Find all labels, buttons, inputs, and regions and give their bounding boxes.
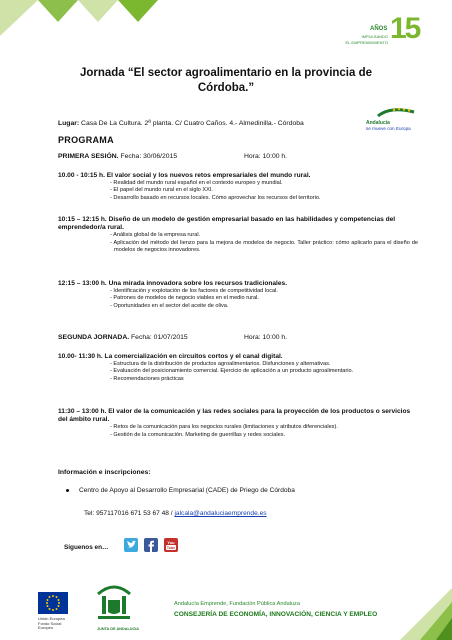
info-bullet-text: Centro de Apoyo al Desarrollo Empresarial (CADE) de Priego de Córdoba [79,487,295,494]
title-line-2: Córdoba.” [197,82,255,94]
session-2-time: Hora: 10:00 h. [244,334,288,341]
anniversary-number: 15 [390,12,420,45]
contact-email-link[interactable]: jalcala@andaluciaemprende.es [174,510,267,517]
agenda-item-2-heading: 10:15 – 12:15 h. Diseño de un modelo de gestión empresarial basado en las habilidades y competencias del emprendedor/a rural. [58,216,396,232]
junta-andalucia-caption: JUNTA DE ANDALUCIA [97,627,140,631]
svg-text:Tube: Tube [166,546,176,551]
andalucia-europa-line1: Andalucía [366,120,390,126]
anniversary-logo [342,12,432,54]
svg-text:You: You [167,540,175,545]
andalucia-europa-icon [376,106,416,120]
corner-decoration-bottom-right [380,588,452,640]
agenda-item-4-point: - Recomendaciones prácticas [110,375,184,382]
programa-heading: PROGRAMA [58,135,114,145]
agenda-item-4-point: - Evaluación del posicionamiento comercial. Ejercicio de aplicación a un producto agroalimentario. [110,368,354,375]
venue-label: Lugar: [58,120,80,127]
agenda-item-3-point: - Identificación y explotación de los factores de competitividad local. [110,288,278,295]
session-2-line [58,334,358,341]
session-1-time: Hora: 10:00 h. [244,153,288,160]
agenda-item-3-heading: 12:15 – 13:00 h. Una mirada innovadora sobre los recursos tradicionales. [58,280,288,287]
session-1-line [58,153,358,160]
agenda-item-5-point: - Retos de la comunicación para los negocios rurales (limitaciones y atributos diferenciales). [110,424,338,431]
anniversary-line1: IMPULSANDO [361,34,388,39]
agenda-item-3-point: - Oportunidades en el sector del aceite de oliva. [110,302,229,309]
follow-us-label: Síguenos en… [64,544,109,551]
footer-foundation-name: Andalucía Emprende, Fundación Pública Andaluza [174,601,300,607]
agenda-item-4 [58,353,418,383]
junta-andalucia-emblem-icon [94,578,134,624]
youtube-icon[interactable] [164,538,178,552]
andalucia-europa-line2: se mueve con Europa [366,126,411,131]
agenda-item-4-point: - Estructura de la distribución de productos agroalimentarios. Disfunciones y alternativas. [110,361,331,368]
bullet-dot-icon [66,489,69,492]
contact-line [84,510,267,517]
session-1-label: PRIMERA SESIÓN. [58,153,119,160]
info-heading: Información e inscripciones: [58,469,151,476]
agenda-item-1-heading: 10.00 - 10:15 h. El valor social y los nuevos retos empresariales del mundo rural. [58,172,311,179]
session-2-date: Fecha: 01/07/2015 [129,334,188,341]
session-2-label: SEGUNDA JORNADA. [58,334,130,341]
agenda-item-1 [58,172,418,202]
session-1-date: Fecha: 30/06/2015 [118,153,178,160]
contact-phones: Tel: 957117016 671 53 67 48 / [84,510,175,517]
agenda-item-1-point: - Desarrollo basado en recursos locales. Cómo aprovechar los recursos del territorio. [110,194,321,201]
anniversary-line2: EL EMPRENDIMIENTO [345,40,388,45]
anniversary-anos: AÑOS [370,26,388,32]
eu-caption: Unión Europea Fondo Social Europeo [38,616,65,630]
agenda-item-3-point: - Patrones de modelos de negocio viables en el medio rural. [110,295,259,302]
andalucia-europa-logo [366,106,426,136]
facebook-icon[interactable] [144,538,158,552]
corner-decoration-top-left [0,0,160,50]
agenda-item-5 [58,408,418,439]
footer-ministry-name: CONSEJERÍA DE ECONOMÍA, INNOVACIÓN, CIENCIA Y EMPLEO [174,611,378,618]
page-title [40,66,412,96]
eu-flag-icon [38,592,68,614]
info-bullet [66,487,295,494]
agenda-item-5-heading: 11:30 – 13:00 h. El valor de la comunicación y las redes sociales para la proyección de los productos o servicios del ámbito rural. [58,408,411,424]
agenda-item-1-point: - Realidad del mundo rural español en el contexto europeo y mundial. [110,180,283,187]
venue-text: Casa De La Cultura. 2ª planta. C/ Cuatro Caños. 4.- Almedinilla.- Córdoba [79,120,304,127]
agenda-item-2-point: - Análisis global de la empresa rural. [110,232,201,239]
venue-line [58,120,304,127]
agenda-item-1-point: - El papel del mundo rural en el siglo XXI. [110,187,213,194]
agenda-item-5-point: - Gestión de la comunicación. Marketing de guerrillas y redes sociales. [110,431,286,438]
title-line-1: Jornada “El sector agroalimentario en la provincia de [79,67,373,79]
agenda-item-2 [58,216,418,254]
agenda-item-4-heading: 10.00- 11:30 h. La comercialización en circuitos cortos y el canal digital. [58,353,283,360]
agenda-item-3 [58,280,418,310]
twitter-icon[interactable] [124,538,138,552]
agenda-item-2-point: - Aplicación del método del lienzo para la mejora de modelos de negocio. Taller práctico: cómo aplicarlo para el diseño de modelos de negocios innovadores. [110,239,418,253]
